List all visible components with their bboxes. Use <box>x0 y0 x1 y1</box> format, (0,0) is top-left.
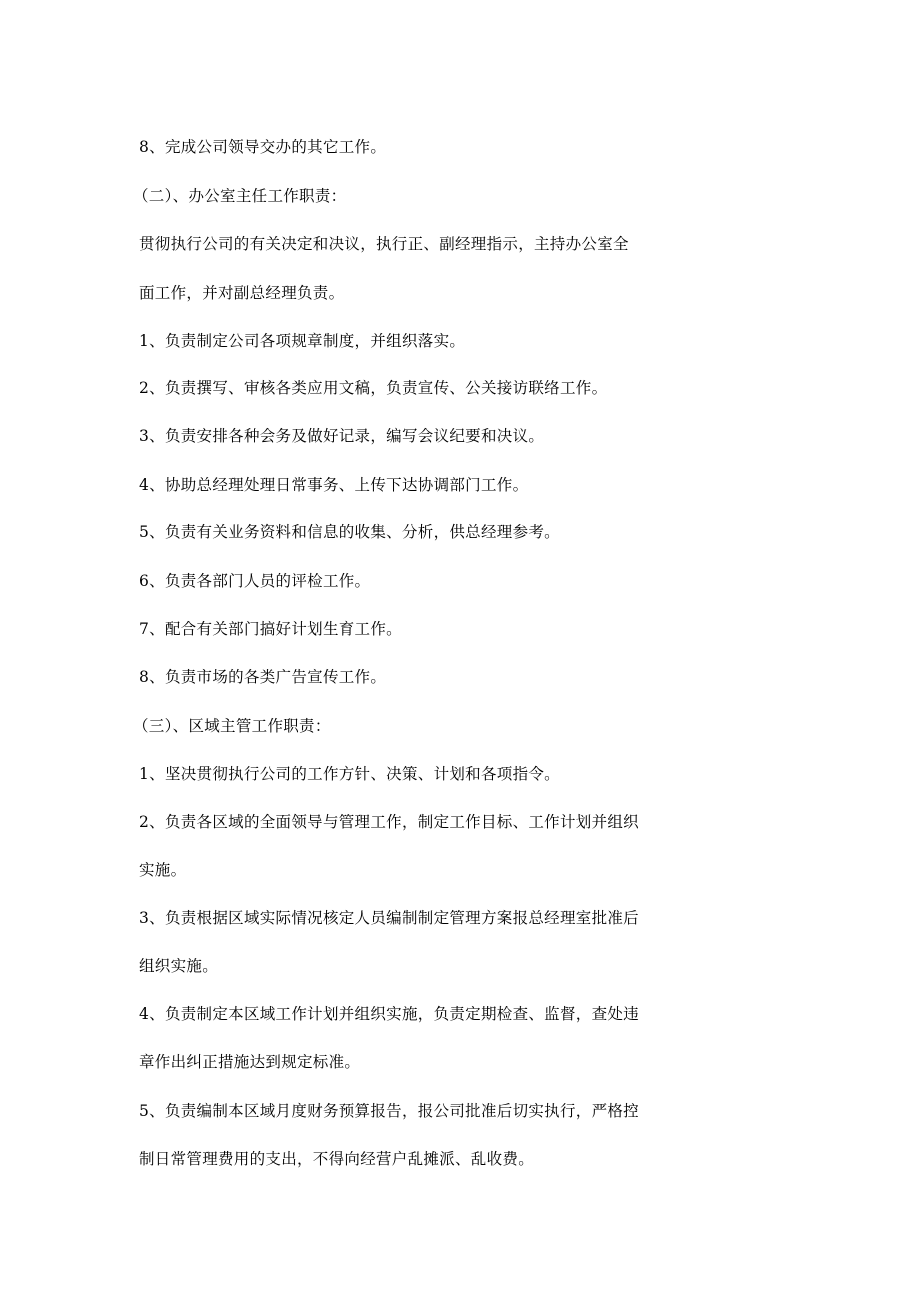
list-item-continuation: 组织实施。 <box>139 957 219 975</box>
list-item: 3、负责安排各种会务及做好记录，编写会议纪要和决议。 <box>139 427 545 445</box>
list-item: 4、协助总经理处理日常事务、上传下达协调部门工作。 <box>139 476 529 494</box>
section-heading: （二）、办公室主任工作职责： <box>133 187 347 205</box>
list-item: 1、坚决贯彻执行公司的工作方针、决策、计划和各项指令。 <box>139 765 560 783</box>
list-item: 3、负责根据区域实际情况核定人员编制制定管理方案报总经理室批准后 <box>139 909 639 927</box>
paragraph-line: 贯彻执行公司的有关决定和决议，执行正、副经理指示，主持办公室全 <box>139 235 629 253</box>
section-heading: （三）、区域主管工作职责： <box>133 717 331 735</box>
list-item: 1、负责制定公司各项规章制度，并组织落实。 <box>139 332 466 350</box>
list-item: 5、负责编制本区域月度财务预算报告，报公司批准后切实执行，严格控 <box>139 1102 639 1120</box>
list-item: 5、负责有关业务资料和信息的收集、分析，供总经理参考。 <box>139 523 560 541</box>
list-item: 4、负责制定本区域工作计划并组织实施，负责定期检查、监督，查处违 <box>139 1005 639 1023</box>
list-item: 2、负责各区域的全面领导与管理工作，制定工作目标、工作计划并组织 <box>139 813 639 831</box>
list-item: 8、完成公司领导交办的其它工作。 <box>139 138 387 156</box>
paragraph-line: 面工作，并对副总经理负责。 <box>139 284 345 302</box>
list-item: 8、负责市场的各类广告宣传工作。 <box>139 668 387 686</box>
list-item-continuation: 实施。 <box>139 861 187 879</box>
list-item-continuation: 章作出纠正措施达到规定标准。 <box>139 1053 361 1071</box>
list-item: 7、配合有关部门搞好计划生育工作。 <box>139 620 402 638</box>
list-item: 6、负责各部门人员的评检工作。 <box>139 572 371 590</box>
list-item: 2、负责撰写、审核各类应用文稿，负责宣传、公关接访联络工作。 <box>139 379 608 397</box>
list-item-continuation: 制日常管理费用的支出，不得向经营户乱摊派、乱收费。 <box>139 1150 535 1168</box>
